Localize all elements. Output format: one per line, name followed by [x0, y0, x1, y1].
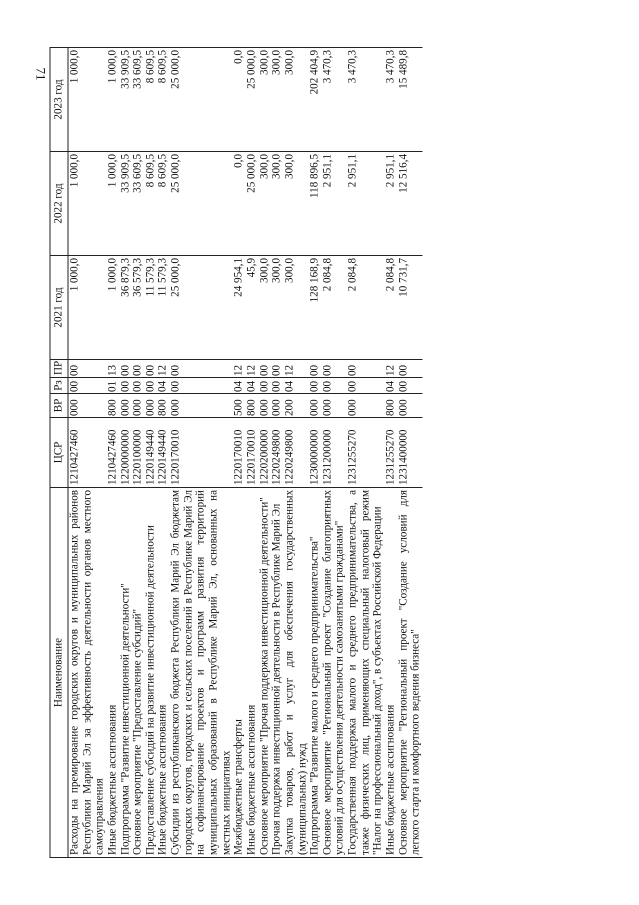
- row-name: Основное мероприятие "Региональный проект "Создание условий для легкого старта и комфортного ведения бизнеса": [397, 487, 422, 857]
- row-value-2023: 33 909,5: [119, 47, 132, 151]
- row-value-2021: 11 579,3: [156, 255, 169, 359]
- row-value-2023: 300,0: [283, 47, 308, 151]
- row-rz: 00: [308, 377, 321, 393]
- row-name: Иные бюджетные ассигнования: [245, 487, 258, 857]
- row-value-2023: 3 470,3: [384, 47, 397, 151]
- header-pr: ПР: [50, 359, 68, 377]
- table-row: [308, 47, 321, 857]
- row-value-2022: 8 609,5: [156, 151, 169, 255]
- row-vr: 000: [321, 393, 346, 417]
- row-value-2021: 45,9: [245, 255, 258, 359]
- row-rz: 00: [346, 377, 384, 393]
- row-name: Расходы на премирование городских округов и муниципальных районов Республики Марий Эл за эффективность деятельности органов местного самоуправления: [68, 487, 106, 857]
- row-value-2023: 300,0: [270, 47, 283, 151]
- row-rz: 04: [283, 377, 308, 393]
- page-number: 71: [33, 67, 49, 81]
- table-row: [169, 47, 232, 857]
- row-vr: 000: [258, 393, 271, 417]
- row-csr: 1220249800: [270, 417, 283, 487]
- row-pr: 12: [384, 359, 397, 377]
- row-rz: 00: [397, 377, 422, 393]
- row-pr: 13: [106, 359, 119, 377]
- table-row: [258, 47, 271, 857]
- row-pr: 00: [169, 359, 232, 377]
- row-name: Прочая поддержка инвестиционной деятельности в Республике Марий Эл: [270, 487, 283, 857]
- row-value-2022: 2 951,1: [346, 151, 384, 255]
- row-vr: 000: [169, 393, 232, 417]
- row-csr: 1220249800: [283, 417, 308, 487]
- row-rz: 00: [258, 377, 271, 393]
- header-2021: 2021 год: [50, 255, 68, 359]
- row-csr: 1231255270: [384, 417, 397, 487]
- row-value-2023: 15 489,8: [397, 47, 422, 151]
- row-value-2021: 36 879,3: [119, 255, 132, 359]
- table-row: [119, 47, 132, 857]
- header-2022: 2022 год: [50, 151, 68, 255]
- table-body: [68, 47, 422, 857]
- row-vr: 000: [131, 393, 144, 417]
- row-name: Предоставление субсидий на развитие инвестиционной деятельности: [144, 487, 157, 857]
- row-csr: 1210427460: [68, 417, 106, 487]
- row-rz: 04: [232, 377, 245, 393]
- row-value-2023: 3 470,3: [321, 47, 346, 151]
- table-row: [283, 47, 308, 857]
- budget-table-sheet: [49, 48, 590, 858]
- row-value-2021: 24 954,1: [232, 255, 245, 359]
- row-name: Иные бюджетные ассигнования: [384, 487, 397, 857]
- row-value-2022: 25 000,0: [245, 151, 258, 255]
- row-value-2021: 300,0: [283, 255, 308, 359]
- row-rz: 04: [245, 377, 258, 393]
- row-pr: 00: [119, 359, 132, 377]
- row-value-2022: 0,0: [232, 151, 245, 255]
- row-pr: 00: [270, 359, 283, 377]
- table-row: [270, 47, 283, 857]
- row-value-2023: 25 000,0: [245, 47, 258, 151]
- budget-table: [49, 47, 422, 858]
- row-value-2022: 300,0: [270, 151, 283, 255]
- table-row: [245, 47, 258, 857]
- row-csr: 1220000000: [119, 417, 132, 487]
- row-pr: 12: [156, 359, 169, 377]
- header-csr: ЦСР: [50, 417, 68, 487]
- row-value-2021: 300,0: [270, 255, 283, 359]
- row-csr: 1220149440: [144, 417, 157, 487]
- row-name: Государственная поддержка малого и среднего предпринимательства, а также физических лиц, применяющих специальный налоговый режим "Налог на профессиональный доход", в субъектах Российской Федерации: [346, 487, 384, 857]
- row-vr: 200: [283, 393, 308, 417]
- header-vr: ВР: [50, 393, 68, 417]
- row-value-2021: 1 000,0: [68, 255, 106, 359]
- row-vr: 000: [346, 393, 384, 417]
- row-vr: 000: [144, 393, 157, 417]
- row-rz: 01: [106, 377, 119, 393]
- row-value-2023: 202 404,9: [308, 47, 321, 151]
- row-value-2022: 12 516,4: [397, 151, 422, 255]
- row-name: Межбюджетные трансферты: [232, 487, 245, 857]
- row-rz: 00: [68, 377, 106, 393]
- table-row: [106, 47, 119, 857]
- row-csr: 1220170010: [232, 417, 245, 487]
- table-row: [397, 47, 422, 857]
- row-vr: 800: [245, 393, 258, 417]
- row-pr: 00: [68, 359, 106, 377]
- row-vr: 000: [308, 393, 321, 417]
- row-rz: 04: [156, 377, 169, 393]
- row-value-2021: 2 084,8: [346, 255, 384, 359]
- row-rz: 04: [384, 377, 397, 393]
- row-pr: 00: [308, 359, 321, 377]
- row-value-2023: 25 000,0: [169, 47, 232, 151]
- row-value-2022: 118 896,5: [308, 151, 321, 255]
- row-vr: 500: [232, 393, 245, 417]
- row-name: Основное мероприятие "Прочая поддержка инвестиционной деятельности": [258, 487, 271, 857]
- row-value-2022: 1 000,0: [68, 151, 106, 255]
- row-pr: 00: [258, 359, 271, 377]
- row-value-2022: 1 000,0: [106, 151, 119, 255]
- row-pr: 00: [397, 359, 422, 377]
- table-row: [68, 47, 106, 857]
- header-2023: 2023 год: [50, 47, 68, 151]
- row-rz: 00: [321, 377, 346, 393]
- row-value-2021: 128 168,9: [308, 255, 321, 359]
- header-rz: Рз: [50, 377, 68, 393]
- row-name: Основное мероприятие "Предоставление субсидий": [131, 487, 144, 857]
- row-value-2022: 8 609,5: [144, 151, 157, 255]
- row-pr: 12: [283, 359, 308, 377]
- row-vr: 000: [397, 393, 422, 417]
- row-rz: 00: [131, 377, 144, 393]
- row-value-2022: 33 909,5: [119, 151, 132, 255]
- row-name: Закупка товаров, работ и услуг для обеспечения государственных (муниципальных) нужд: [283, 487, 308, 857]
- row-value-2022: 300,0: [258, 151, 271, 255]
- table-header-row: [50, 47, 68, 857]
- row-vr: 000: [119, 393, 132, 417]
- row-csr: 1220100000: [131, 417, 144, 487]
- row-value-2023: 1 000,0: [106, 47, 119, 151]
- row-value-2023: 1 000,0: [68, 47, 106, 151]
- row-pr: 12: [245, 359, 258, 377]
- row-rz: 00: [119, 377, 132, 393]
- row-pr: 00: [144, 359, 157, 377]
- row-value-2021: 11 579,3: [144, 255, 157, 359]
- row-vr: 800: [106, 393, 119, 417]
- row-vr: 800: [156, 393, 169, 417]
- row-csr: 1220170010: [245, 417, 258, 487]
- row-name: Основное мероприятие "Региональный проект "Создание благоприятных условий для осуществления деятельности самозанятыми гражданами": [321, 487, 346, 857]
- row-csr: 1231400000: [397, 417, 422, 487]
- row-value-2021: 10 731,7: [397, 255, 422, 359]
- row-name: Подпрограмма "Развитие малого и среднего предпринимательства": [308, 487, 321, 857]
- row-vr: 000: [68, 393, 106, 417]
- row-rz: 00: [144, 377, 157, 393]
- row-value-2023: 0,0: [232, 47, 245, 151]
- row-csr: 1210427460: [106, 417, 119, 487]
- row-csr: 1231200000: [321, 417, 346, 487]
- row-vr: 000: [270, 393, 283, 417]
- row-value-2022: 25 000,0: [169, 151, 232, 255]
- header-name: Наименование: [50, 487, 68, 857]
- row-value-2023: 3 470,3: [346, 47, 384, 151]
- row-rz: 00: [169, 377, 232, 393]
- row-name: Иные бюджетные ассигнования: [156, 487, 169, 857]
- row-pr: 00: [321, 359, 346, 377]
- row-value-2023: 300,0: [258, 47, 271, 151]
- row-value-2021: 1 000,0: [106, 255, 119, 359]
- table-row: [232, 47, 245, 857]
- row-rz: 00: [270, 377, 283, 393]
- table-row: [384, 47, 397, 857]
- row-pr: 00: [346, 359, 384, 377]
- row-csr: 1220149440: [156, 417, 169, 487]
- row-pr: 00: [131, 359, 144, 377]
- row-vr: 800: [384, 393, 397, 417]
- row-value-2023: 8 609,5: [144, 47, 157, 151]
- table-row: [131, 47, 144, 857]
- table-row: [346, 47, 384, 857]
- row-pr: 12: [232, 359, 245, 377]
- row-name: Субсидии из республиканского бюджета Республики Марий Эл бюджетам городских округов, городских и сельских поселений в Республике Марий Эл на софинансирование проектов и программ развития территорий муниципальных образований в Республике Марий Эл, основанных на местных инициативах: [169, 487, 232, 857]
- row-csr: 1231255270: [346, 417, 384, 487]
- row-value-2022: 2 951,1: [384, 151, 397, 255]
- row-value-2021: 36 579,3: [131, 255, 144, 359]
- row-value-2021: 2 084,8: [321, 255, 346, 359]
- row-value-2022: 33 609,5: [131, 151, 144, 255]
- table-row: [144, 47, 157, 857]
- row-value-2022: 300,0: [283, 151, 308, 255]
- row-csr: 1220200000: [258, 417, 271, 487]
- row-value-2021: 25 000,0: [169, 255, 232, 359]
- row-value-2022: 2 951,1: [321, 151, 346, 255]
- row-csr: 1230000000: [308, 417, 321, 487]
- table-row: [321, 47, 346, 857]
- row-value-2023: 33 609,5: [131, 47, 144, 151]
- row-value-2021: 2 084,8: [384, 255, 397, 359]
- table-row: [156, 47, 169, 857]
- row-csr: 1220170010: [169, 417, 232, 487]
- row-value-2023: 8 609,5: [156, 47, 169, 151]
- row-name: Иные бюджетные ассигнования: [106, 487, 119, 857]
- row-value-2021: 300,0: [258, 255, 271, 359]
- row-name: Подпрограмма "Развитие инвестиционной деятельности": [119, 487, 132, 857]
